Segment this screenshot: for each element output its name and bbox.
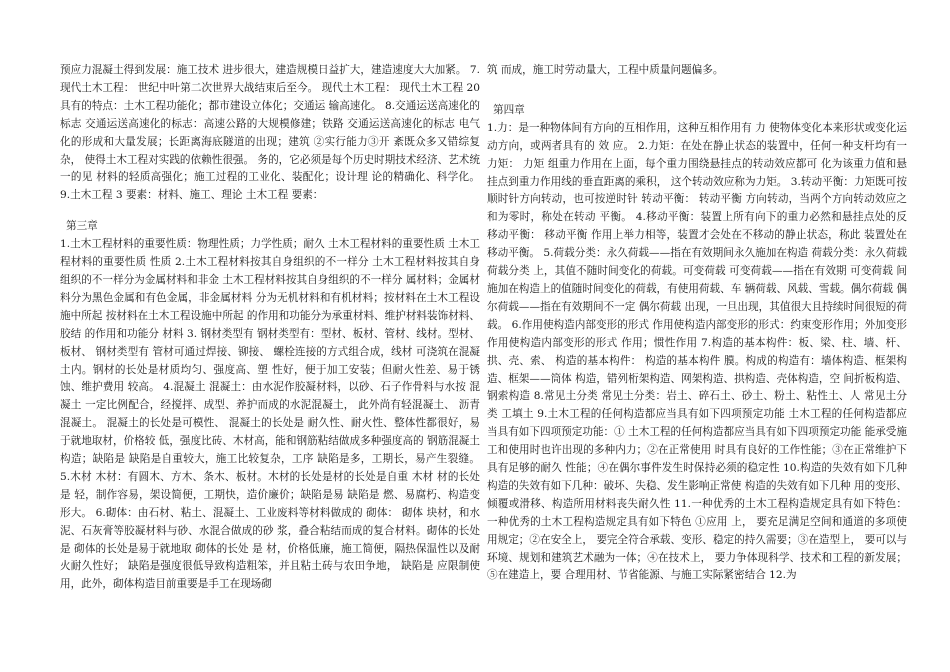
chapter-heading-4: 第四章 — [493, 103, 525, 116]
left-column — [60, 62, 480, 594]
paragraph-chapter3: 1.土木工程材料的重要性质：物理性质；力学性质；耐久 土木工程材料的重要性质 土木工程材料的重要性质 性质 2.土木工程材料按其自身组织的不一样分 土木工程材料按其自身组织的不一样分为金属材料和非金 土木工程材料按其自身组织的不一样分 属材料；金属材料分为黑色金属和有色金属，非金属材料 分为无机材料和有机材料；按材料在土木工程设施中所起 按材料在土木工程设施中所起 的作用和功能分为承重材料、维护材料装饰材料、胶结 的作用和功能分 材料 3. 钢材类型有 钢材类型有：型材、板材、管材、线材。型材、板材、 钢材类型有 管材可通过焊接、铆接、 螺栓连接的方式组合成，线材 可浇筑在混凝土内。钢材的长处是材质均匀、强度高、塑 性好，便于加工安装；但耐火性差、易于锈蚀、维护费用 较高。 4.混凝土 混凝土：由水泥作胶凝材料，以砂、石子作骨料与水按 混凝土 一定比例配合，经搅拌、成型、养护而成的水泥混凝土， 此外尚有轻混凝土、 沥青混凝土。 混凝土的长处是可模性、 混凝土的长处是 耐久性、耐火性、整体性都很好，易于就地取材，价格较 低，强度比砖、木材高，能和钢筋粘结做成多种强度高的 钢筋混凝土构造；缺陷是 缺陷是自重较大，施工比较复杂，工序 缺陷是多，工期长，易产生裂缝。 5.木材 木材：有圆木、方木、条木、板材。木材的长处是材的长处是自重 木材 材的长处是 轻，制作容易，架设简便，工期快，造价廉价；缺陷是易 缺陷是 燃、易腐朽、构造变形大。 6.砌体：由石材、粘土、混凝土、工业废料等材料做成的 砌体： 砌体 块材，和水泥、石灰膏等胶凝材料与砂、水混合做成的砂 浆，叠合粘结而成的复合材料。砌体的长处是 砌体的长处是易于就地取 砌体的长处 是 材，价格低廉，施工简便，隔热保温性以及耐火耐久性好； 缺陷是强度很低导致构造粗笨，并且粘土砖与农田争地， 缺陷是 应限制使用，此外，砌体构造目前重要是手工在现场砌 — [60, 238, 480, 591]
chapter-heading-3: 第三章 — [66, 220, 98, 233]
right-column — [487, 62, 907, 585]
paragraph-chapter4: 1.力：是一种物体间有方向的互相作用，这种互相作用有 力 使物体变化本来形状或变化运动方向，或两者具有的 效 应。 2.力矩：在处在静止状态的装置中，任何一种支杆均有一 力矩： 力矩 组重力作用在上面，每个重力围绕悬挂点的转动效应都可 化为该重力值和悬挂点到重力作用线的垂直距离的乘积， 这个转动效应称为力矩。 3.转动平衡：力矩既可按顺时针方向转动，也可按逆时针 转动平衡： 转动平衡 方向转动，当两个方向转动效应之和为零时，称处在转动 平衡。 4.移动平衡：装置上所有向下的重力必然和悬挂点处的反 移动平衡： 移动平衡 作用上举力相等，装置才会处在不移动的静止状态，称此 装置处在移动平衡。 5.荷载分类：永久荷载——指在有效期间永久施加在构造 荷载分类：永久荷载 荷载分类 上，其值不随时间变化的荷载。可变荷载 可变荷载——指在有效期 可变荷载 间施加在构造上的值随时间变化的荷载，有使用荷载、车 辆荷载、风载、雪载。偶尔荷载 偶尔荷载——指在有效期间不一定 偶尔荷载 出现，一旦出现，其值很大且持续时间很短的荷载。 6.作用使构造内部变形的形式 作用使构造内部变形的形式：约束变形作用；外加变形 作用使构造内部变形的形式 作用；惯性作用 7.构造的基本构件：板、梁、柱、墙、杆、拱、壳、索、 构造的基本构件： 构造的基本构件 膜。构成的构造有：墙体构造、框架构造、框架——筒体 构造，错列桁架构造、网架构造、拱构造、壳体构造，空 间折板构造、钢索构造 8.常见土分类 常见土分类：岩土、碎石土、砂土、粉土、粘性土、人 常见土分类 工填土 9.土木工程的任何构造都应当具有如下四项预定功能 土木工程的任何构造都应当具有如下四项预定功能：① 土木工程的任何构造都应当具有如下四项预定功能 能承受施工和使用时也许出现的多种内力；②在正常使用 时具有良好的工作性能；③在正常维护下具有足够的耐久 性能；④在偶尔事件发生时保持必须的稳定性 10.构造的失效有如下几种 构造的失效有如下几种：破坏、失稳、发生影响正常使 构造的失效有如下几种 用的变形、倾覆或滑移、构造所用材料丧失耐久性 11.一种优秀的土木工程构造规定具有如下特色： 一种优秀的土木工程构造规定具有如下特色 ①应用 上， 要充足满足空间和通道的多项使用规定；②在安全上， 要完全符合承载、变形、稳定的持久需要；③在造型上， 要可以与环境、规划和建筑艺术融为一体；④在技术上， 要力争体现科学、技术和工程的新发展；⑤在建造上，要 合理用材、节省能源、与施工实际紧密结合 12.为 — [487, 121, 907, 582]
paragraph-chapter3-end: 筑 而成，施工时劳动量大，工程中质量问题偏多。 — [487, 64, 724, 76]
paragraph-chapter2-end: 预应力混凝土得到发展：施工技术 进步很大，建造规模日益扩大，建造速度大大加紧。 7.现代土木工程： 世纪中叶第二次世界大战结束后至今。 现代土木工程： 现代土木工程 20 具有的特点：土木工程功能化；都市建设立体化；交通运 输高速化。 8.交通运送高速化的标志 交通运送高速化的标志：高速公路的大规模修建；铁路 交通运送高速化的标志 电气化的形成和大量发展；长距离海底隧道的出现；建筑 ②实行能力③开 紊既众多又错综复杂， 使得土木工程对实践的依赖性很强。 务的，它必须是每个历史时期技术经济、艺术统一的见 材料的轻质高强化；施工过程的工业化、装配化；设计理 论的精确化、科学化。 9.土木工程 3 要素：材料、施工、理论 土木工程 要素： — [60, 64, 480, 202]
